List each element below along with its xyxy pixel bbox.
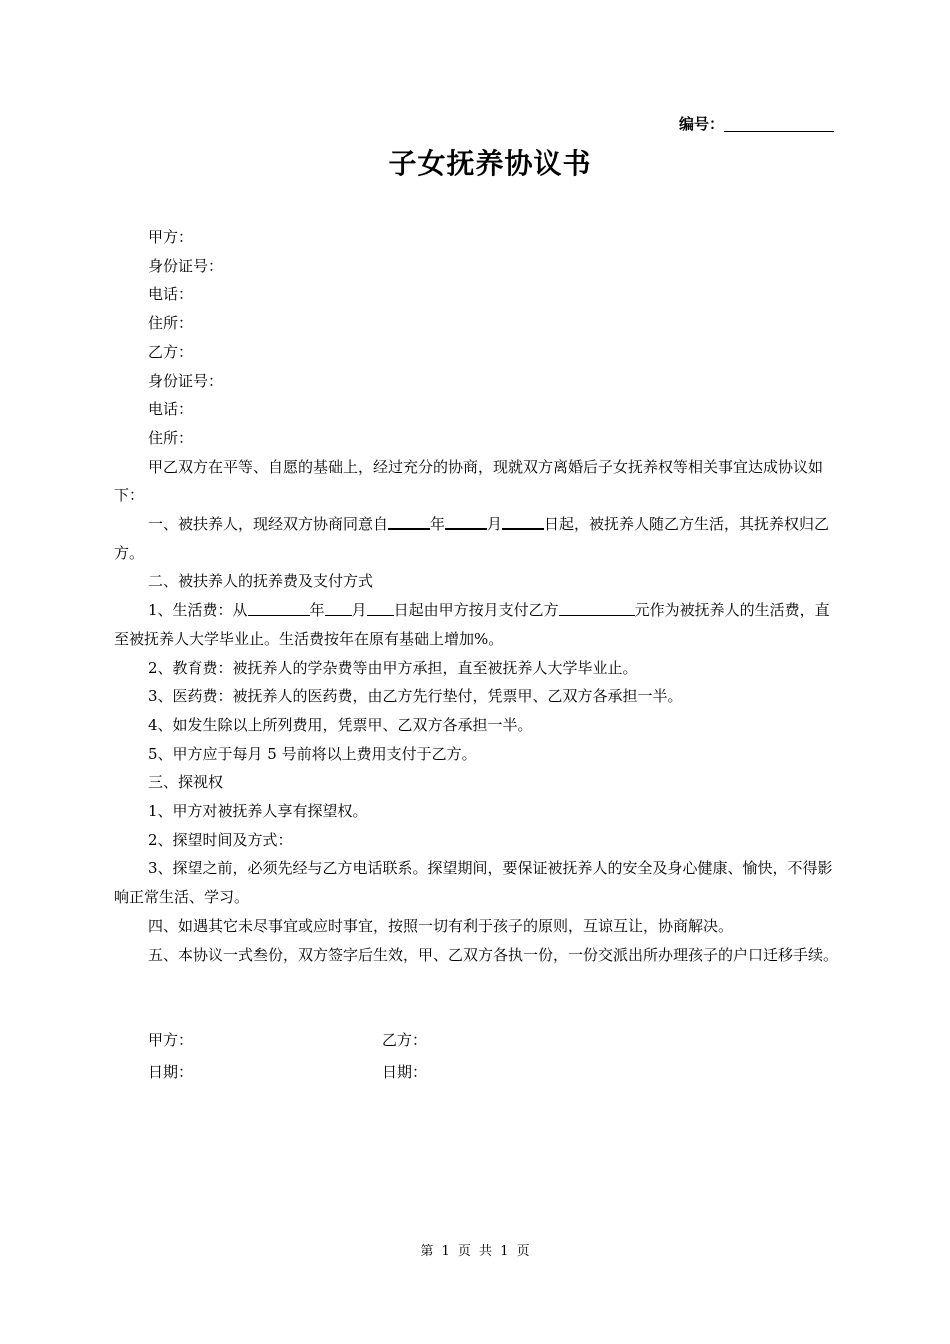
clause-1: 一、被扶养人，现经双方协商同意自 年 月 日起，被抚养人随乙方生活，其抚养权归乙方。: [114, 515, 830, 562]
living-month-blank[interactable]: [325, 600, 352, 616]
serial-number: [679, 114, 834, 134]
party-b-phone: 电话：: [148, 400, 194, 419]
clause-2-2: 2、教育费：被抚养人的学杂费等由甲方承担，直至被抚养人大学毕业止。: [148, 658, 638, 677]
clause-2-3: 3、医药费：被抚养人的医药费，由乙方先行垫付，凭票甲、乙双方各承担一半。: [148, 687, 683, 706]
party-b-address: 住所：: [148, 428, 194, 447]
party-b-name: 乙方：: [148, 342, 194, 361]
living-year-blank[interactable]: [248, 600, 310, 616]
month-blank[interactable]: [445, 513, 487, 530]
document-body: [114, 223, 838, 969]
signature-row: [148, 1026, 628, 1054]
clause-2-5: 5、甲方应于每月 5 号前将以上费用支付于乙方。: [148, 744, 477, 763]
party-a-address: 住所：: [148, 314, 194, 333]
year-blank[interactable]: [388, 513, 430, 530]
party-b-date-label: 日期：: [382, 1063, 428, 1081]
clause-3-3: 3、探望之前，必须先经与乙方电话联系。探望期间，要保证被抚养人的安全及身心健康、愉快，不得影响正常生活、学习。: [114, 859, 833, 907]
clause-2-4: 4、如发生除以上所列费用，凭票甲、乙双方各承担一半。: [148, 715, 533, 734]
party-a-id: 身份证号：: [148, 256, 224, 275]
living-day-blank[interactable]: [367, 600, 394, 616]
party-a-phone: 电话：: [148, 285, 194, 304]
party-a-name: 甲方：: [148, 228, 194, 246]
day-blank[interactable]: [502, 513, 544, 530]
living-amount-blank[interactable]: [559, 600, 635, 616]
party-b-id: 身份证号：: [148, 371, 224, 390]
page-footer: 第 1 页 共 1 页: [420, 1244, 530, 1259]
clause-3-1: 1、甲方对被抚养人享有探望权。: [148, 802, 368, 821]
intro-paragraph: 甲乙双方在平等、自愿的基础上，经过充分的协商，现就双方离婚后子女抚养权等相关事宜达成协议如下：: [114, 457, 824, 505]
clause-3-title: 三、探视权: [148, 773, 224, 792]
serial-label: 编号：: [679, 115, 725, 133]
clause-4: 四、如遇其它未尽事宜或应时事宜，按照一切有利于孩子的原则，互谅互让，协商解决。: [148, 916, 734, 935]
serial-blank[interactable]: [724, 115, 834, 132]
date-row: [148, 1058, 628, 1086]
document-title: 子女抚养协议书: [388, 147, 592, 180]
clause-5: 五、本协议一式叁份，双方签字后生效，甲、乙双方各执一份，一份交派出所办理孩子的户口迁移手续。: [148, 945, 839, 964]
party-b-signature-label: 乙方：: [382, 1031, 428, 1049]
clause-2-title: 二、被扶养人的抚养费及支付方式: [148, 572, 374, 591]
clause-2-1: 1、生活费：从 年 月 日起由甲方按月支付乙方 元作为被抚养人的生活费，直至被抚养人大学毕业止。生活费按年在原有基础上增加%。: [114, 601, 830, 648]
clause-3-2: 2、探望时间及方式：: [148, 830, 293, 849]
party-a-signature-label: 甲方：: [148, 1031, 194, 1049]
party-a-date-label: 日期：: [148, 1063, 194, 1081]
